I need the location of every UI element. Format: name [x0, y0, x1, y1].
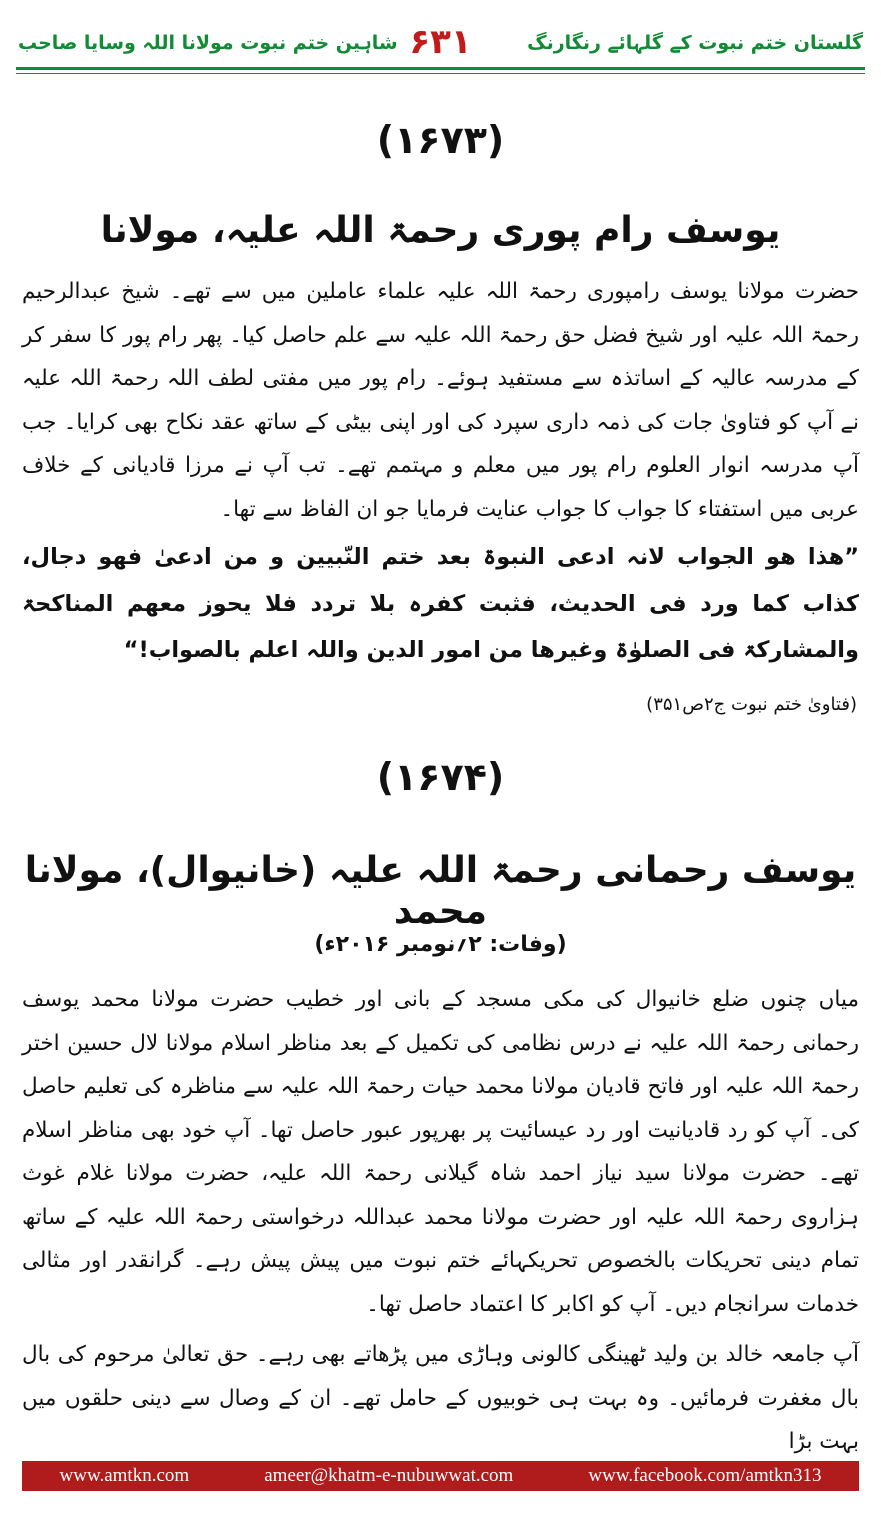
entry-number: (۱۶۷۴) — [376, 755, 505, 799]
death-date: (وفات: ۲؍نومبر ۲۰۱۶ء) — [314, 932, 567, 957]
page-footer — [22, 1461, 859, 1491]
page-header — [16, 22, 865, 66]
entry-paragraph: میاں چنوں ضلع خانیوال کی مکی مسجد کے بانی اور خطیب حضرت مولانا محمد یوسف رحمانی رحمۃ اللہ علیہ نے درس نظامی کی تکمیل کے بعد مناظر اسلام مولانا لال حسین اختر رحمۃ اللہ علیہ اور فاتح قادیان مولانا محمد حیات رحمۃ اللہ علیہ سے مناظرہ کی تعلیم حاصل کی۔ آپ کو رد قادیانیت اور رد عیسائیت پر بھرپور عبور حاصل تھا۔ آپ خود بھی مناظر اسلام تھے۔ حضرت مولانا سید نیاز احمد شاہ گیلانی رحمۃ اللہ علیہ، حضرت مولانا غلام غوث ہزاروی رحمۃ اللہ علیہ اور حضرت مولانا محمد عبداللہ درخواستی رحمۃ اللہ علیہ کے ساتھ تمام دینی تحریکات بالخصوص تحریکہائے ختم نبوت میں پیش پیش رہے۔ گرانقدر اور مثالی خدمات سرانجام دیں۔ آپ کو اکابر کا اعتماد حاصل تھا۔ — [22, 987, 859, 1317]
page-number: ۶۳۱ — [409, 22, 472, 62]
header-author: شاہین ختم نبوت مولانا اللہ وسایا صاحب — [18, 32, 398, 54]
footer-website-link[interactable]: www.amtkn.com — [59, 1465, 190, 1486]
entry-title: یوسف رحمانی رحمۃ اللہ علیہ (خانیوال)، مولانا محمد — [24, 850, 857, 932]
header-rule-thin — [16, 73, 865, 74]
footer-facebook-link[interactable]: www.facebook.com/amtkn313 — [588, 1465, 822, 1486]
entry-number: (۱۶۷۳) — [376, 118, 505, 162]
arabic-fatwa-quote: ”ھذا ھو الجواب لانہ ادعی النبوۃ بعد ختم النّبیین و من ادعیٰ فھو دجال، کذاب کما ورد فی الحدیث، فثبت کفرہ بلا تردد فلا یحوز معھم المناکحۃ والمشارکۃ فی الصلوٰۃ وغیرھا من امور الدین واللہ اعلم بالصواب!“ — [22, 544, 859, 663]
entry-paragraph: حضرت مولانا یوسف رامپوری رحمۃ اللہ علیہ علماء عاملین میں سے تھے۔ شیخ عبدالرحیم رحمۃ اللہ علیہ اور شیخ فضل حق رحمۃ اللہ علیہ سے علم حاصل کیا۔ پھر رام پور کا سفر کر کے مدرسہ عالیہ کے اساتذہ سے مستفید ہوئے۔ رام پور میں مفتی لطف اللہ رحمۃ اللہ علیہ نے آپ کو فتاویٰ جات کی ذمہ داری سپرد کی اور اپنی بیٹی کے ساتھ عقد نکاح بھی کرایا۔ جب آپ مدرسہ انوار العلوم رام پور میں معلم و مہتمم تھے۔ تب آپ نے مرزا قادیانی کے خلاف عربی میں استفتاء کا جواب کا جواب عنایت فرمایا جو ان الفاظ سے تھا۔ — [22, 279, 859, 522]
source-reference: (فتاویٰ ختم نبوت ج۲ص۳۵۱) — [646, 694, 857, 715]
entry-title: یوسف رام پوری رحمۃ اللہ علیہ، مولانا — [100, 210, 781, 251]
entry-paragraph: آپ جامعہ خالد بن ولید ٹھینگی کالونی وہاڑی میں پڑھاتے بھی رہے۔ حق تعالیٰ مرحوم کی بال بال مغفرت فرمائیں۔ وہ بہت ہی خوبیوں کے حامل تھے۔ ان کے وصال سے دینی حلقوں میں بہت بڑا — [22, 1342, 859, 1454]
footer-email-link[interactable]: ameer@khatm-e-nubuwwat.com — [264, 1465, 514, 1486]
header-book-title: گلستان ختم نبوت کے گلہائے رنگارنگ — [527, 32, 863, 54]
header-rule — [16, 67, 865, 70]
